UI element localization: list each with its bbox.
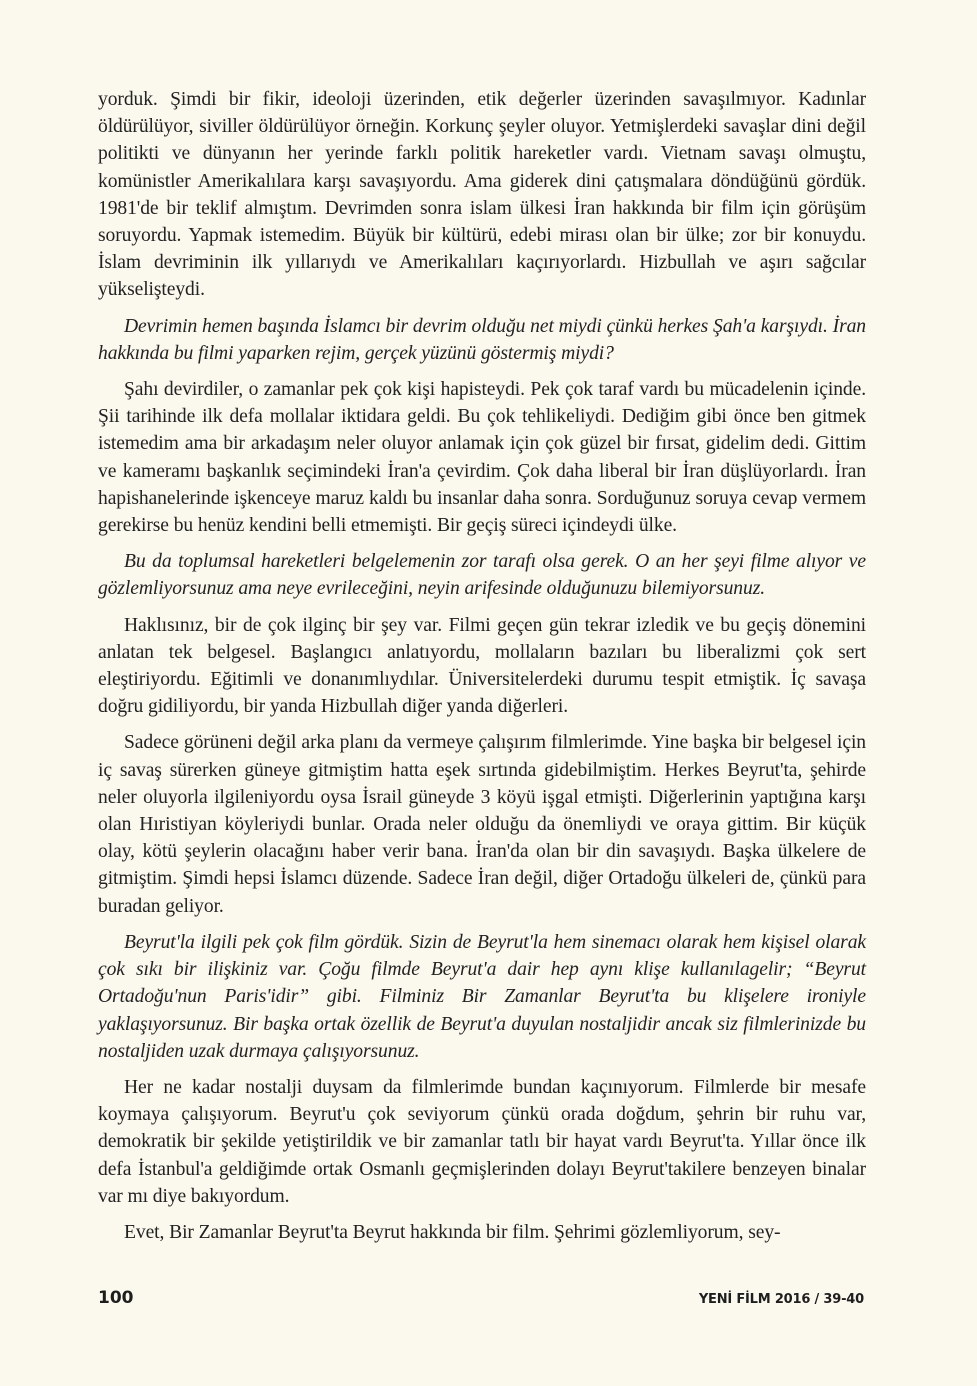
- answer-paragraph: yorduk. Şimdi bir fikir, ideoloji üzerinden, etik değerler üzerinden savaşılmıyor. Kadınlar öldürülüyor, siviller öldürülüyor örneğin. Korkunç şeyler oluyor. Yetmişlerdeki savaşlar dini değil politikti ve dünyanın her yerinde farklı politik hareketler vardı. Vietnam savaşı olmuştu, komünistler Amerikalılara karşı savaşıyordu. Ama giderek dini çatışmalara döndüğünü gördük. 1981'de bir teklif almıştım. Devrimden sonra islam ülkesi İran hakkında bir film için görüşüm soruyordu. Yapmak istemedim. Büyük bir kültürü, edebi mirası olan bir ülke; zor bir konuydu. İslam devriminin ilk yıllarıydı ve Amerikalıları kaçırıyorlardı. Hizbullah ve aşırı sağcılar yükselişteydi.: [98, 89, 866, 301]
- question-paragraph: Bu da toplumsal hareketleri belgelemenin zor tarafı olsa gerek. O an her şeyi filme alıyor ve gözlemliyorsunuz ama neye evrileceğini, neyin arifesinde olduğunuzu bilemiyorsunuz.: [98, 551, 866, 600]
- answer-paragraph: Haklısınız, bir de çok ilginç bir şey var. Filmi geçen gün tekrar izledik ve bu geçiş dönemini anlatan tek belgesel. Başlangıcı anlatıyordu, mollaların bazıları bu liberalizmi çok sert eleştiriyordu. Eğitimli ve donanımlıydılar. Üniversitelerdeki durumu tespit etmiştik. İç savaşa doğru gidiliyordu, bir yanda Hizbullah diğer yanda diğerleri.: [98, 614, 866, 718]
- answer-paragraph: Her ne kadar nostalji duysam da filmlerimde bundan kaçınıyorum. Filmlerde bir mesafe koymaya çalışıyorum. Beyrut'u çok seviyorum çünkü orada doğdum, şehrin bir ruhu var, demokratik bir şekilde yetiştirildik ve bir zamanlar tatlı bir hayat vardı Beyrut'ta. Yıllar önce ilk defa İstanbul'a geldiğimde ortak Osmanlı geçmişlerinden dolayı Beyrut'takilere benzeyen binalar var mı diye bakıyordum.: [98, 1076, 866, 1207]
- question-paragraph: Devrimin hemen başında İslamcı bir devrim olduğu net miydi çünkü herkes Şah'a karşıydı. İran hakkında bu filmi yaparken rejim, gerçek yüzünü göstermiş miydi?: [98, 315, 866, 364]
- page-number: 100: [98, 1288, 134, 1308]
- question-paragraph: Beyrut'la ilgili pek çok film gördük. Sizin de Beyrut'la hem sinemacı olarak hem kişisel olarak çok sıkı bir ilişkiniz var. Çoğu filmde Beyrut'a dair hep aynı klişe kullanılagelir; “Beyrut Ortadoğu'nun Paris'idir” gibi. Filminiz Bir Zamanlar Beyrut'ta bu klişelere ironiyle yaklaşıyorsunuz. Bir başka ortak özellik de Beyrut'a duyulan nostaljidir ancak siz filmlerinizde bu nostaljiden uzak durmaya çalışıyorsunuz.: [98, 931, 866, 1062]
- answer-paragraph: Sadece görüneni değil arka planı da vermeye çalışırım filmlerimde. Yine başka bir belgesel için iç savaş sürerken güneye gitmiştim hatta eşek sırtında gidebilmiştim. Herkes Beyrut'ta, şehirde neler oluyorla ilgileniyordu oysa İsrail güneyde 3 köyü işgal etmişti. Diğerlerinin yaptığına karşı olan Hıristiyan köyleriydi bunlar. Orada neler olduğu da önemliydi ve oraya gittim. Bir küçük olay, kötü şeylerin olacağını haber verir bana. İran'da olan bir din savaşıydı. Başka ülkelere de gitmiştim. Şimdi hepsi İslamcı düzende. Sadece İran değil, diğer Ortadoğu ülkeleri de, çünkü para buradan geliyor.: [98, 732, 866, 917]
- article-body: [98, 86, 866, 1255]
- publication-name: YENİ FİLM 2016 / 39-40: [698, 1292, 864, 1307]
- answer-paragraph: Evet, Bir Zamanlar Beyrut'ta Beyrut hakkında bir film. Şehrimi gözlemliyorum, sey-: [124, 1221, 781, 1243]
- answer-paragraph: Şahı devirdiler, o zamanlar pek çok kişi hapisteydi. Pek çok taraf vardı bu mücadelenin içinde. Şii tarihinde ilk defa mollalar iktidara geldi. Bu çok tehlikeliydi. Dediğim gibi önce ben gitmek istemedim ama bir arkadaşım neler oluyor anlamak için çok güzel bir fırsat, gidelim dedi. Gittim ve kameramı başkanlık seçimindeki İran'a çevirdim. Çok daha liberal bir İran düşlüyorlardı. İran hapishanelerinde işkenceye maruz kaldı bu insanlar daha sonra. Sorduğunuz soruya cevap vermem gerekirse bu henüz kendini belli etmemişti. Bir geçiş süreci içindeydi ülke.: [98, 379, 866, 537]
